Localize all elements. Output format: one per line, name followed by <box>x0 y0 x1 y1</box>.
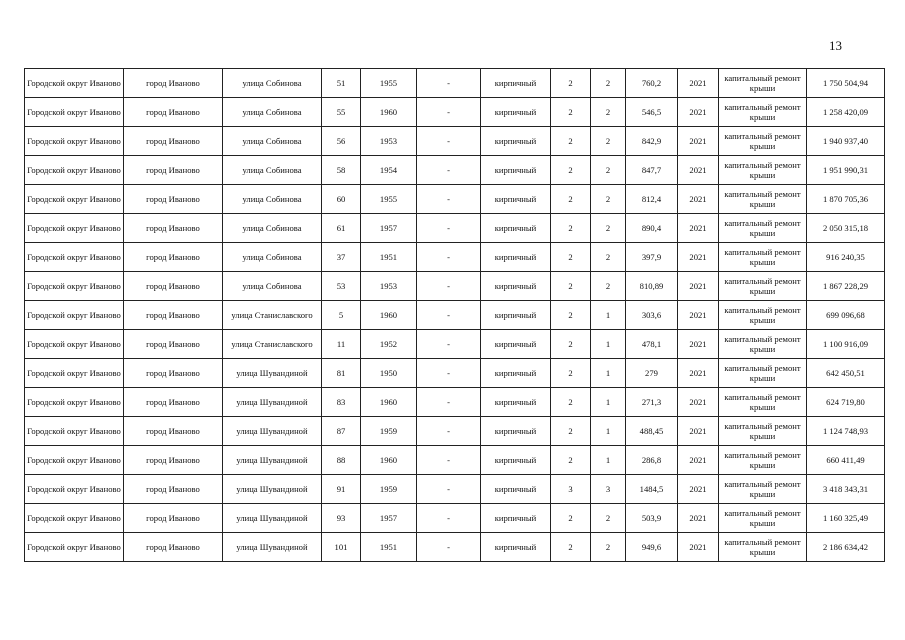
amount-cell: 2 186 634,42 <box>807 533 885 562</box>
amount-cell: 2 050 315,18 <box>807 214 885 243</box>
municipality-cell: Городской округ Иваново <box>25 388 124 417</box>
floors-cell: 2 <box>551 272 591 301</box>
dash-cell: - <box>417 214 481 243</box>
build-year-cell: 1950 <box>361 359 417 388</box>
amount-cell: 1 160 325,49 <box>807 504 885 533</box>
municipality-cell: Городской округ Иваново <box>25 417 124 446</box>
area-cell: 810,89 <box>626 272 678 301</box>
work-year-cell: 2021 <box>678 243 719 272</box>
floors-cell: 2 <box>551 243 591 272</box>
wall-material-cell: кирпичный <box>481 214 551 243</box>
build-year-cell: 1959 <box>361 417 417 446</box>
table-row <box>25 243 885 272</box>
work-year-cell: 2021 <box>678 127 719 156</box>
build-year-cell: 1960 <box>361 301 417 330</box>
area-cell: 847,7 <box>626 156 678 185</box>
street-cell: улица Собинова <box>223 185 322 214</box>
house-number-cell: 101 <box>322 533 361 562</box>
municipality-cell: Городской округ Иваново <box>25 272 124 301</box>
house-number-cell: 88 <box>322 446 361 475</box>
entrances-cell: 2 <box>591 69 626 98</box>
wall-material-cell: кирпичный <box>481 388 551 417</box>
work-year-cell: 2021 <box>678 533 719 562</box>
table-row <box>25 69 885 98</box>
floors-cell: 2 <box>551 446 591 475</box>
work-type-cell: капитальный ремонт крыши <box>719 69 807 98</box>
entrances-cell: 1 <box>591 301 626 330</box>
work-year-cell: 2021 <box>678 98 719 127</box>
street-cell: улица Станиславского <box>223 301 322 330</box>
dash-cell: - <box>417 301 481 330</box>
floors-cell: 2 <box>551 69 591 98</box>
table-row <box>25 475 885 504</box>
dash-cell: - <box>417 359 481 388</box>
street-cell: улица Собинова <box>223 69 322 98</box>
floors-cell: 2 <box>551 504 591 533</box>
work-year-cell: 2021 <box>678 185 719 214</box>
municipality-cell: Городской округ Иваново <box>25 185 124 214</box>
floors-cell: 3 <box>551 475 591 504</box>
work-type-cell: капитальный ремонт крыши <box>719 388 807 417</box>
entrances-cell: 2 <box>591 243 626 272</box>
house-number-cell: 51 <box>322 69 361 98</box>
wall-material-cell: кирпичный <box>481 533 551 562</box>
dash-cell: - <box>417 446 481 475</box>
municipality-cell: Городской округ Иваново <box>25 330 124 359</box>
city-cell: город Иваново <box>124 330 223 359</box>
housing-register-table <box>24 68 885 562</box>
floors-cell: 2 <box>551 214 591 243</box>
entrances-cell: 1 <box>591 359 626 388</box>
work-type-cell: капитальный ремонт крыши <box>719 127 807 156</box>
floors-cell: 2 <box>551 301 591 330</box>
dash-cell: - <box>417 330 481 359</box>
work-type-cell: капитальный ремонт крыши <box>719 243 807 272</box>
table-row <box>25 388 885 417</box>
amount-cell: 1 100 916,09 <box>807 330 885 359</box>
entrances-cell: 1 <box>591 330 626 359</box>
work-type-cell: капитальный ремонт крыши <box>719 446 807 475</box>
wall-material-cell: кирпичный <box>481 272 551 301</box>
municipality-cell: Городской округ Иваново <box>25 98 124 127</box>
city-cell: город Иваново <box>124 272 223 301</box>
entrances-cell: 1 <box>591 446 626 475</box>
table-row <box>25 127 885 156</box>
house-number-cell: 87 <box>322 417 361 446</box>
area-cell: 842,9 <box>626 127 678 156</box>
table-row <box>25 156 885 185</box>
area-cell: 949,6 <box>626 533 678 562</box>
build-year-cell: 1960 <box>361 388 417 417</box>
floors-cell: 2 <box>551 330 591 359</box>
amount-cell: 1 124 748,93 <box>807 417 885 446</box>
street-cell: улица Шувандиной <box>223 475 322 504</box>
dash-cell: - <box>417 243 481 272</box>
city-cell: город Иваново <box>124 243 223 272</box>
table-row <box>25 533 885 562</box>
area-cell: 503,9 <box>626 504 678 533</box>
build-year-cell: 1960 <box>361 446 417 475</box>
municipality-cell: Городской округ Иваново <box>25 214 124 243</box>
street-cell: улица Собинова <box>223 272 322 301</box>
work-type-cell: капитальный ремонт крыши <box>719 330 807 359</box>
work-year-cell: 2021 <box>678 417 719 446</box>
amount-cell: 1 867 228,29 <box>807 272 885 301</box>
house-number-cell: 11 <box>322 330 361 359</box>
work-year-cell: 2021 <box>678 388 719 417</box>
house-number-cell: 61 <box>322 214 361 243</box>
municipality-cell: Городской округ Иваново <box>25 446 124 475</box>
house-number-cell: 93 <box>322 504 361 533</box>
table-row <box>25 301 885 330</box>
area-cell: 303,6 <box>626 301 678 330</box>
amount-cell: 3 418 343,31 <box>807 475 885 504</box>
wall-material-cell: кирпичный <box>481 417 551 446</box>
work-type-cell: капитальный ремонт крыши <box>719 156 807 185</box>
entrances-cell: 2 <box>591 272 626 301</box>
amount-cell: 1 750 504,94 <box>807 69 885 98</box>
build-year-cell: 1951 <box>361 533 417 562</box>
house-number-cell: 58 <box>322 156 361 185</box>
city-cell: город Иваново <box>124 475 223 504</box>
wall-material-cell: кирпичный <box>481 127 551 156</box>
house-number-cell: 56 <box>322 127 361 156</box>
city-cell: город Иваново <box>124 446 223 475</box>
table-row <box>25 214 885 243</box>
area-cell: 1484,5 <box>626 475 678 504</box>
work-type-cell: капитальный ремонт крыши <box>719 504 807 533</box>
area-cell: 286,8 <box>626 446 678 475</box>
work-type-cell: капитальный ремонт крыши <box>719 272 807 301</box>
house-number-cell: 55 <box>322 98 361 127</box>
area-cell: 546,5 <box>626 98 678 127</box>
work-type-cell: капитальный ремонт крыши <box>719 359 807 388</box>
amount-cell: 624 719,80 <box>807 388 885 417</box>
city-cell: город Иваново <box>124 185 223 214</box>
city-cell: город Иваново <box>124 359 223 388</box>
dash-cell: - <box>417 475 481 504</box>
city-cell: город Иваново <box>124 504 223 533</box>
house-number-cell: 91 <box>322 475 361 504</box>
municipality-cell: Городской округ Иваново <box>25 243 124 272</box>
area-cell: 478,1 <box>626 330 678 359</box>
entrances-cell: 1 <box>591 417 626 446</box>
dash-cell: - <box>417 156 481 185</box>
table-row <box>25 446 885 475</box>
work-year-cell: 2021 <box>678 214 719 243</box>
floors-cell: 2 <box>551 127 591 156</box>
dash-cell: - <box>417 127 481 156</box>
street-cell: улица Станиславского <box>223 330 322 359</box>
work-type-cell: капитальный ремонт крыши <box>719 214 807 243</box>
work-year-cell: 2021 <box>678 359 719 388</box>
work-type-cell: капитальный ремонт крыши <box>719 417 807 446</box>
floors-cell: 2 <box>551 185 591 214</box>
house-number-cell: 81 <box>322 359 361 388</box>
entrances-cell: 2 <box>591 98 626 127</box>
wall-material-cell: кирпичный <box>481 69 551 98</box>
municipality-cell: Городской округ Иваново <box>25 475 124 504</box>
municipality-cell: Городской округ Иваново <box>25 359 124 388</box>
city-cell: город Иваново <box>124 214 223 243</box>
build-year-cell: 1955 <box>361 69 417 98</box>
amount-cell: 1 870 705,36 <box>807 185 885 214</box>
table-body <box>25 69 885 562</box>
entrances-cell: 2 <box>591 156 626 185</box>
entrances-cell: 2 <box>591 214 626 243</box>
dash-cell: - <box>417 417 481 446</box>
street-cell: улица Шувандиной <box>223 388 322 417</box>
city-cell: город Иваново <box>124 156 223 185</box>
area-cell: 279 <box>626 359 678 388</box>
area-cell: 397,9 <box>626 243 678 272</box>
entrances-cell: 2 <box>591 533 626 562</box>
build-year-cell: 1960 <box>361 98 417 127</box>
area-cell: 890,4 <box>626 214 678 243</box>
wall-material-cell: кирпичный <box>481 301 551 330</box>
wall-material-cell: кирпичный <box>481 98 551 127</box>
build-year-cell: 1957 <box>361 214 417 243</box>
table-row <box>25 359 885 388</box>
build-year-cell: 1953 <box>361 272 417 301</box>
build-year-cell: 1955 <box>361 185 417 214</box>
street-cell: улица Шувандиной <box>223 446 322 475</box>
entrances-cell: 2 <box>591 185 626 214</box>
municipality-cell: Городской округ Иваново <box>25 533 124 562</box>
table-row <box>25 417 885 446</box>
city-cell: город Иваново <box>124 127 223 156</box>
table-row <box>25 185 885 214</box>
work-year-cell: 2021 <box>678 475 719 504</box>
work-type-cell: капитальный ремонт крыши <box>719 533 807 562</box>
dash-cell: - <box>417 388 481 417</box>
city-cell: город Иваново <box>124 388 223 417</box>
wall-material-cell: кирпичный <box>481 330 551 359</box>
wall-material-cell: кирпичный <box>481 475 551 504</box>
build-year-cell: 1959 <box>361 475 417 504</box>
work-type-cell: капитальный ремонт крыши <box>719 185 807 214</box>
floors-cell: 2 <box>551 156 591 185</box>
street-cell: улица Собинова <box>223 214 322 243</box>
street-cell: улица Шувандиной <box>223 417 322 446</box>
work-year-cell: 2021 <box>678 504 719 533</box>
street-cell: улица Собинова <box>223 127 322 156</box>
amount-cell: 1 951 990,31 <box>807 156 885 185</box>
table-row <box>25 272 885 301</box>
floors-cell: 2 <box>551 98 591 127</box>
municipality-cell: Городской округ Иваново <box>25 301 124 330</box>
city-cell: город Иваново <box>124 98 223 127</box>
dash-cell: - <box>417 98 481 127</box>
wall-material-cell: кирпичный <box>481 504 551 533</box>
work-year-cell: 2021 <box>678 69 719 98</box>
area-cell: 488,45 <box>626 417 678 446</box>
street-cell: улица Шувандиной <box>223 359 322 388</box>
wall-material-cell: кирпичный <box>481 446 551 475</box>
dash-cell: - <box>417 504 481 533</box>
area-cell: 760,2 <box>626 69 678 98</box>
build-year-cell: 1954 <box>361 156 417 185</box>
city-cell: город Иваново <box>124 301 223 330</box>
floors-cell: 2 <box>551 533 591 562</box>
build-year-cell: 1957 <box>361 504 417 533</box>
amount-cell: 1 940 937,40 <box>807 127 885 156</box>
municipality-cell: Городской округ Иваново <box>25 504 124 533</box>
table-row <box>25 330 885 359</box>
city-cell: город Иваново <box>124 417 223 446</box>
work-year-cell: 2021 <box>678 156 719 185</box>
work-year-cell: 2021 <box>678 446 719 475</box>
municipality-cell: Городской округ Иваново <box>25 69 124 98</box>
house-number-cell: 83 <box>322 388 361 417</box>
wall-material-cell: кирпичный <box>481 156 551 185</box>
entrances-cell: 2 <box>591 504 626 533</box>
table-row <box>25 98 885 127</box>
amount-cell: 642 450,51 <box>807 359 885 388</box>
dash-cell: - <box>417 185 481 214</box>
area-cell: 812,4 <box>626 185 678 214</box>
build-year-cell: 1953 <box>361 127 417 156</box>
house-number-cell: 37 <box>322 243 361 272</box>
dash-cell: - <box>417 69 481 98</box>
build-year-cell: 1952 <box>361 330 417 359</box>
floors-cell: 2 <box>551 417 591 446</box>
work-type-cell: капитальный ремонт крыши <box>719 98 807 127</box>
city-cell: город Иваново <box>124 533 223 562</box>
work-type-cell: капитальный ремонт крыши <box>719 301 807 330</box>
wall-material-cell: кирпичный <box>481 185 551 214</box>
wall-material-cell: кирпичный <box>481 243 551 272</box>
municipality-cell: Городской округ Иваново <box>25 156 124 185</box>
house-number-cell: 60 <box>322 185 361 214</box>
work-year-cell: 2021 <box>678 301 719 330</box>
house-number-cell: 53 <box>322 272 361 301</box>
entrances-cell: 1 <box>591 388 626 417</box>
city-cell: город Иваново <box>124 69 223 98</box>
street-cell: улица Собинова <box>223 243 322 272</box>
page-number: 13 <box>829 38 842 53</box>
dash-cell: - <box>417 533 481 562</box>
entrances-cell: 2 <box>591 127 626 156</box>
build-year-cell: 1951 <box>361 243 417 272</box>
dash-cell: - <box>417 272 481 301</box>
work-type-cell: капитальный ремонт крыши <box>719 475 807 504</box>
floors-cell: 2 <box>551 359 591 388</box>
amount-cell: 699 096,68 <box>807 301 885 330</box>
work-year-cell: 2021 <box>678 330 719 359</box>
municipality-cell: Городской округ Иваново <box>25 127 124 156</box>
area-cell: 271,3 <box>626 388 678 417</box>
amount-cell: 660 411,49 <box>807 446 885 475</box>
entrances-cell: 3 <box>591 475 626 504</box>
amount-cell: 916 240,35 <box>807 243 885 272</box>
floors-cell: 2 <box>551 388 591 417</box>
street-cell: улица Шувандиной <box>223 533 322 562</box>
street-cell: улица Шувандиной <box>223 504 322 533</box>
table-row <box>25 504 885 533</box>
amount-cell: 1 258 420,09 <box>807 98 885 127</box>
wall-material-cell: кирпичный <box>481 359 551 388</box>
work-year-cell: 2021 <box>678 272 719 301</box>
street-cell: улица Собинова <box>223 156 322 185</box>
house-number-cell: 5 <box>322 301 361 330</box>
street-cell: улица Собинова <box>223 98 322 127</box>
